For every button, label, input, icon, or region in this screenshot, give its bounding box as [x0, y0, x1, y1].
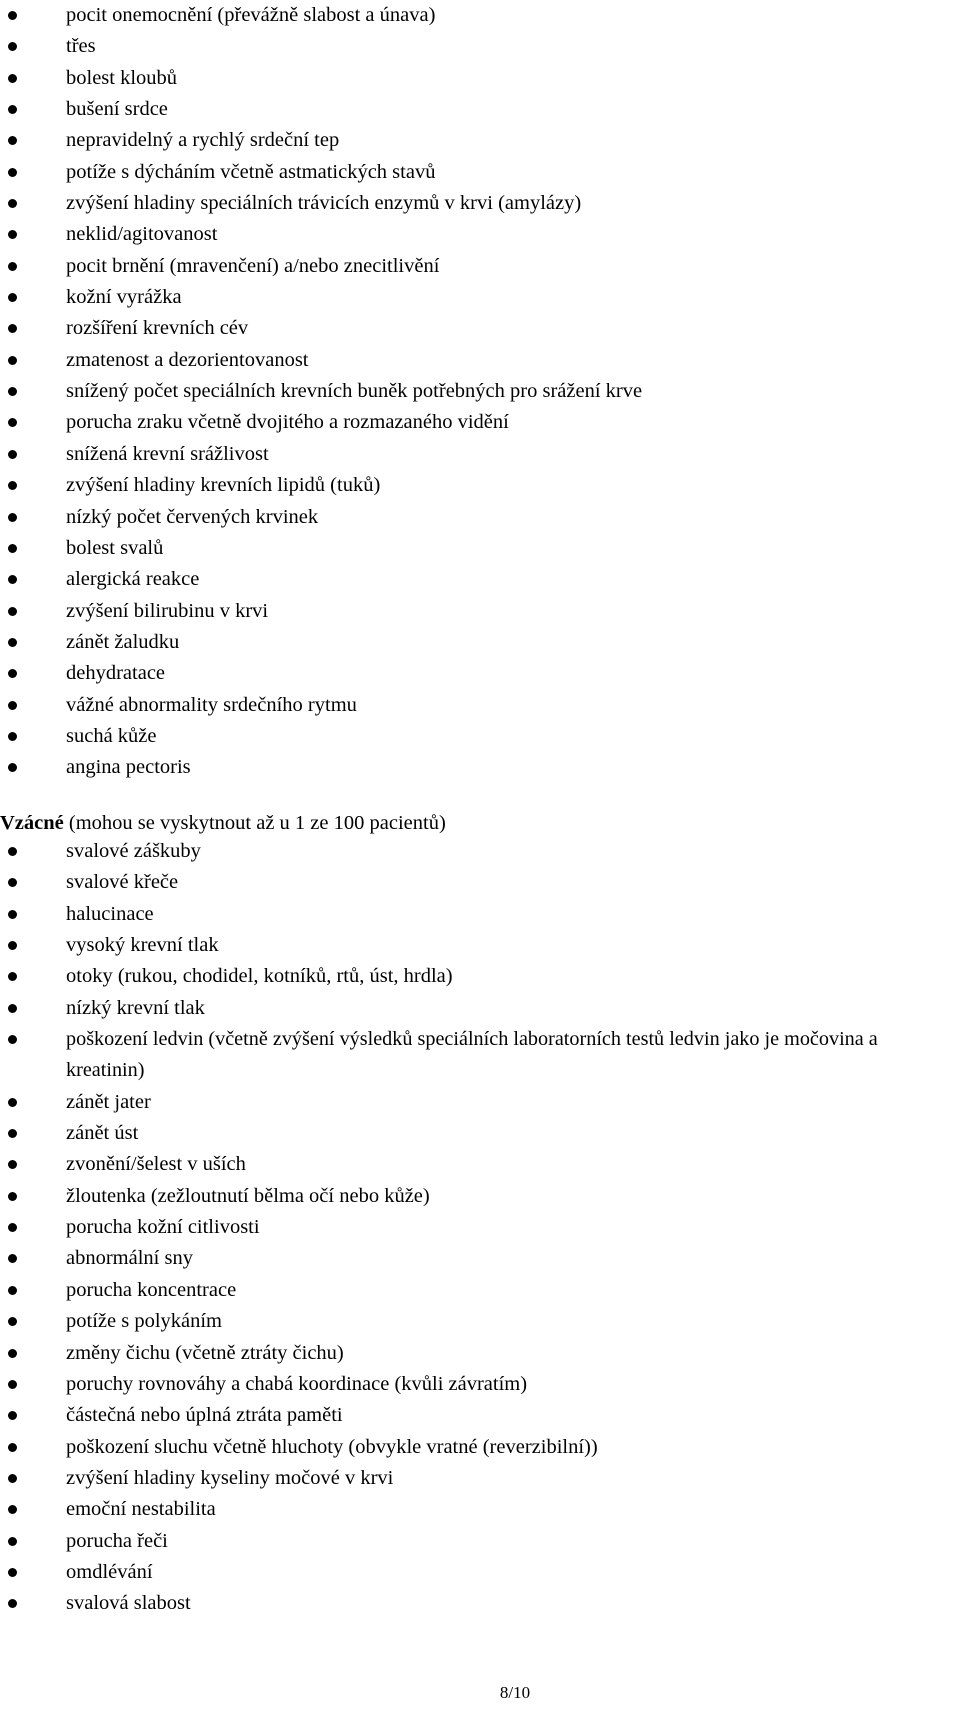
bullet-icon	[8, 418, 17, 427]
list-item	[0, 658, 960, 689]
list-item	[0, 1118, 960, 1149]
bullet-icon	[8, 105, 17, 114]
list-item	[0, 439, 960, 470]
list-item	[0, 533, 960, 564]
list-item	[0, 1557, 960, 1588]
bullet-icon	[8, 11, 17, 20]
bullet-icon	[8, 1317, 17, 1326]
list-item-text: angina pectoris	[66, 756, 191, 779]
side-effects-list-rare	[0, 836, 960, 1620]
bullet-icon	[8, 168, 17, 177]
bullet-icon	[8, 481, 17, 490]
bullet-icon	[8, 1035, 17, 1044]
list-item-text: rozšíření krevních cév	[66, 317, 249, 340]
bullet-icon	[8, 669, 17, 678]
list-item	[0, 564, 960, 595]
bullet-icon	[8, 1411, 17, 1420]
list-item	[0, 282, 960, 313]
bullet-icon	[8, 1349, 17, 1358]
bullet-icon	[8, 732, 17, 741]
list-item	[0, 1149, 960, 1180]
list-item	[0, 690, 960, 721]
list-item-text: emoční nestabilita	[66, 1498, 216, 1521]
bullet-icon	[8, 42, 17, 51]
list-item	[0, 1463, 960, 1494]
list-item	[0, 63, 960, 94]
bullet-icon	[8, 513, 17, 522]
list-item-text: poruchy rovnováhy a chabá koordinace (kvůli závratím)	[66, 1372, 528, 1395]
list-item	[0, 1087, 960, 1118]
bullet-icon	[8, 607, 17, 616]
bullet-icon	[8, 1474, 17, 1483]
bullet-icon	[8, 356, 17, 365]
list-item-text: porucha řeči	[66, 1529, 168, 1552]
bullet-icon	[8, 1286, 17, 1295]
list-item	[0, 1275, 960, 1306]
bullet-icon	[8, 1004, 17, 1013]
list-item	[0, 31, 960, 62]
list-item-text: halucinace	[66, 902, 154, 925]
bullet-icon	[8, 701, 17, 710]
list-item-text: potíže s dýcháním včetně astmatických stavů	[66, 160, 436, 183]
bullet-icon	[8, 293, 17, 302]
list-item-text: třes	[66, 35, 96, 58]
section-heading-frequency: (mohou se vyskytnout až u 1 ze 100 pacientů)	[63, 812, 446, 834]
list-item	[0, 1369, 960, 1400]
list-item-text: dehydratace	[66, 662, 166, 685]
list-item-text: snížený počet speciálních krevních buněk potřebných pro srážení krve	[66, 380, 643, 403]
list-item	[0, 1181, 960, 1212]
list-item-text: bušení srdce	[66, 98, 168, 121]
bullet-icon	[8, 1254, 17, 1263]
list-item	[0, 627, 960, 658]
list-item	[0, 376, 960, 407]
list-item	[0, 752, 960, 783]
list-item-text: zvýšení hladiny kyseliny močové v krvi	[66, 1466, 394, 1489]
bullet-icon	[8, 230, 17, 239]
bullet-icon	[8, 1223, 17, 1232]
list-item-text: nízký počet červených krvinek	[66, 505, 319, 528]
list-item	[0, 899, 960, 930]
section-heading-bold: Vzácné	[0, 812, 64, 834]
list-item-text: otoky (rukou, chodidel, kotníků, rtů, úst, hrdla)	[66, 965, 453, 988]
bullet-icon	[8, 1129, 17, 1138]
list-item-text: nepravidelný a rychlý srdeční tep	[66, 129, 340, 152]
list-item-text: svalové křeče	[66, 871, 179, 894]
list-item-text: částečná nebo úplná ztráta paměti	[66, 1404, 343, 1427]
list-item	[0, 1338, 960, 1369]
list-item-text: zvýšení hladiny krevních lipidů (tuků)	[66, 474, 381, 497]
list-item	[0, 1024, 960, 1087]
list-item-text: alergická reakce	[66, 568, 200, 591]
bullet-icon	[8, 1505, 17, 1514]
list-item	[0, 470, 960, 501]
list-item	[0, 596, 960, 627]
bullet-icon	[8, 450, 17, 459]
list-item-text: porucha kožní citlivosti	[66, 1216, 260, 1239]
list-item-text: zánět úst	[66, 1122, 139, 1145]
list-item	[0, 502, 960, 533]
list-item	[0, 930, 960, 961]
list-item-text: pocit brnění (mravenčení) a/nebo znecitlivění	[66, 254, 440, 277]
list-item	[0, 1526, 960, 1557]
list-item	[0, 721, 960, 752]
list-item-text: suchá kůže	[66, 724, 157, 747]
bullet-icon	[8, 847, 17, 856]
list-item	[0, 0, 960, 31]
list-item-text: zmatenost a dezorientovanost	[66, 348, 309, 371]
bullet-icon	[8, 1537, 17, 1546]
list-item-text: bolest svalů	[66, 536, 164, 559]
page-number: 8/10	[499, 1683, 531, 1702]
section-heading-rare	[0, 808, 446, 839]
list-item-text: vysoký krevní tlak	[66, 934, 219, 957]
list-item-text: poškození sluchu včetně hluchoty (obvykle vratné (reverzibilní))	[66, 1435, 598, 1458]
list-item-text: omdlévání	[66, 1560, 153, 1583]
bullet-icon	[8, 199, 17, 208]
list-item	[0, 407, 960, 438]
list-item	[0, 345, 960, 376]
list-item	[0, 836, 960, 867]
list-item	[0, 157, 960, 188]
list-item	[0, 219, 960, 250]
bullet-icon	[8, 1192, 17, 1201]
list-item	[0, 251, 960, 282]
bullet-icon	[8, 763, 17, 772]
list-item-text: zánět jater	[66, 1090, 151, 1113]
bullet-icon	[8, 941, 17, 950]
bullet-icon	[8, 544, 17, 553]
list-item-text: bolest kloubů	[66, 66, 178, 89]
bullet-icon	[8, 1380, 17, 1389]
bullet-icon	[8, 262, 17, 271]
list-item-text: nízký krevní tlak	[66, 996, 205, 1019]
list-item-text: žloutenka (zežloutnutí bělma očí nebo kůže)	[66, 1184, 430, 1207]
list-item-text: zvýšení bilirubinu v krvi	[66, 599, 269, 622]
list-item	[0, 867, 960, 898]
list-item-text: abnormální sny	[66, 1247, 193, 1270]
list-item-text: porucha zraku včetně dvojitého a rozmazaného vidění	[66, 411, 509, 434]
list-item-text: zánět žaludku	[66, 630, 180, 653]
bullet-icon	[8, 575, 17, 584]
list-item-text: snížená krevní srážlivost	[66, 442, 269, 465]
list-item	[0, 313, 960, 344]
list-item-text: pocit onemocnění (převážně slabost a únava)	[66, 4, 436, 26]
list-item	[0, 1588, 960, 1619]
bullet-icon	[8, 136, 17, 145]
list-item-text: poškození ledvin (včetně zvýšení výsledků speciálních laboratorních testů ledvin jako je močovina a kreatinin)	[66, 1028, 878, 1082]
list-item	[0, 188, 960, 219]
bullet-icon	[8, 324, 17, 333]
bullet-icon	[8, 638, 17, 647]
bullet-icon	[8, 878, 17, 887]
list-item-text: zvonění/šelest v uších	[66, 1153, 246, 1176]
bullet-icon	[8, 1160, 17, 1169]
list-item-text: svalová slabost	[66, 1592, 191, 1615]
list-item	[0, 94, 960, 125]
bullet-icon	[8, 74, 17, 83]
list-item-text: zvýšení hladiny speciálních trávicích enzymů v krvi (amylázy)	[66, 192, 582, 215]
list-item	[0, 1400, 960, 1431]
list-item-text: neklid/agitovanost	[66, 223, 218, 246]
list-item-text: porucha koncentrace	[66, 1278, 237, 1301]
list-item	[0, 1494, 960, 1525]
bullet-icon	[8, 1098, 17, 1107]
list-item-text: kožní vyrážka	[66, 286, 182, 309]
list-item	[0, 1243, 960, 1274]
side-effects-list-common	[0, 0, 960, 784]
list-item	[0, 1212, 960, 1243]
bullet-icon	[8, 387, 17, 396]
list-item	[0, 1432, 960, 1463]
list-item	[0, 125, 960, 156]
list-item-text: změny čichu (včetně ztráty čichu)	[66, 1341, 344, 1364]
bullet-icon	[8, 910, 17, 919]
bullet-icon	[8, 1568, 17, 1577]
list-item	[0, 961, 960, 992]
list-item-text: svalové záškuby	[66, 840, 201, 862]
list-item	[0, 993, 960, 1024]
list-item	[0, 1306, 960, 1337]
bullet-icon	[8, 1443, 17, 1452]
bullet-icon	[8, 972, 17, 981]
list-item-text: potíže s polykáním	[66, 1310, 223, 1333]
list-item-text: vážné abnormality srdečního rytmu	[66, 693, 357, 716]
bullet-icon	[8, 1599, 17, 1608]
